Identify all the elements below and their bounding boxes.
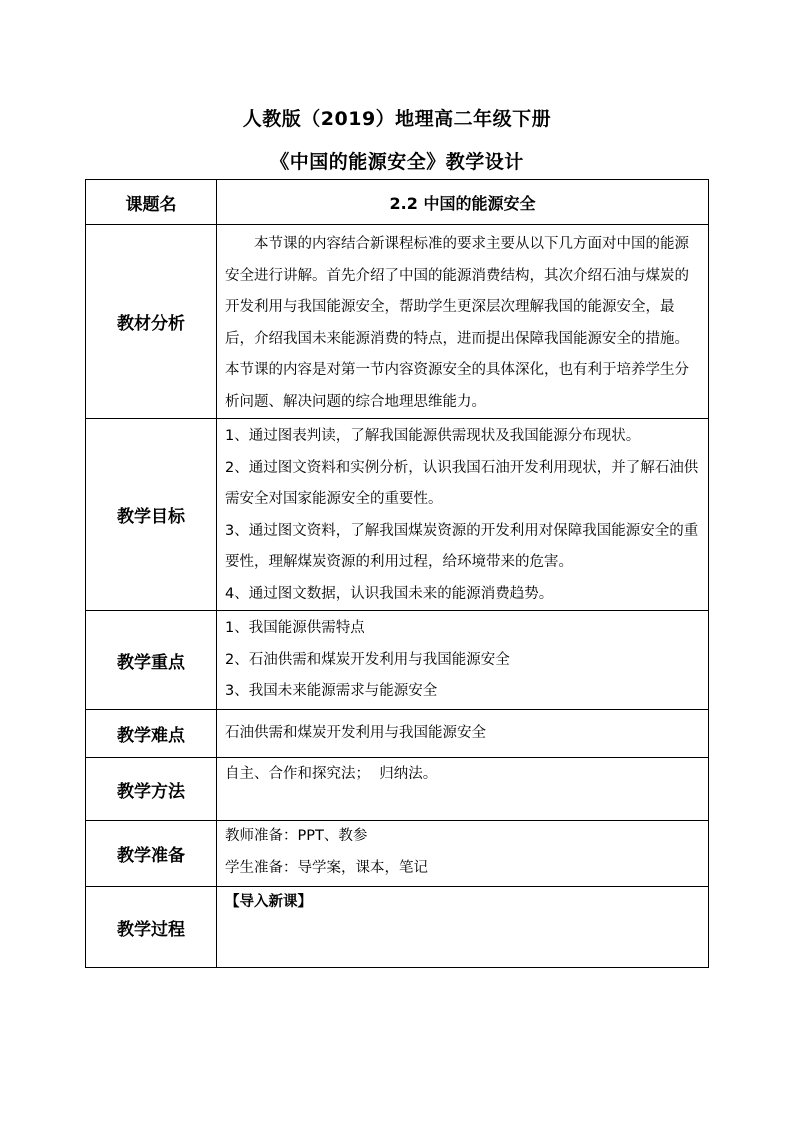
row-process [86,887,709,968]
label-process: 教学过程 [86,887,217,968]
label-key-points: 教学重点 [86,611,217,710]
label-material-analysis: 教材分析 [86,225,217,419]
row-material-analysis [86,225,709,419]
row-difficulties [86,710,709,758]
label-objectives: 教学目标 [86,419,217,611]
key-point-item: 3、我国未来能源需求与能源安全 [225,683,438,699]
key-point-item: 1、我国能源供需特点 [225,620,365,636]
lesson-plan-table [85,179,709,968]
process-section-heading: 【导入新课】 [225,894,312,910]
row-methods [86,758,709,821]
objective-item: 4、通过图文数据，认识我国未来的能源消费趋势。 [225,585,554,602]
topic-value: 2.2 中国的能源安全 [217,180,709,225]
methods-text: 自主、合作和探究法； 归纳法。 [217,758,709,821]
key-points-cell [217,611,709,710]
row-key-points [86,611,709,710]
row-objectives [86,419,709,611]
objective-item: 2、通过图文资料和实例分析，认识我国石油开发利用现状，并了解石油供需安全对国家能源安全的重要性。 [225,459,699,507]
document-subtitle: 《中国的能源安全》教学设计 [270,151,524,173]
preparation-item: 学生准备：导学案，课本，笔记 [225,859,428,876]
material-analysis-text: 本节课的内容结合新课程标准的要求主要从以下几方面对中国的能源安全进行讲解。首先介绍了中国的能源消费结构，其次介绍石油与煤炭的开发利用与我国能源安全，帮助学生更深层次理解我国的能源安全，最后，介绍我国未来能源消费的特点，进而提出保障我国能源安全的措施。本节课的内容是对第一节内容资源安全的具体深化，也有利于培养学生分析问题、解决问题的综合地理思维能力。 [225,236,689,410]
document-title: 人教版（2019）地理高二年级下册 [242,108,552,130]
objectives-cell [217,419,709,611]
preparation-cell [217,821,709,887]
label-preparation: 教学准备 [86,821,217,887]
objective-item: 1、通过图表判读，了解我国能源供需现状及我国能源分布现状。 [225,428,641,444]
material-analysis-cell [217,225,709,419]
key-point-item: 2、石油供需和煤炭开发利用与我国能源安全 [225,651,510,668]
objective-item: 3、通过图文资料，了解我国煤炭资源的开发利用对保障我国能源安全的重要性，理解煤炭资源的利用过程，给环境带来的危害。 [225,522,699,570]
preparation-item: 教师准备：PPT、教参 [225,828,368,844]
row-preparation [86,821,709,887]
row-topic [86,180,709,225]
label-topic: 课题名 [86,180,217,225]
label-methods: 教学方法 [86,758,217,821]
difficulties-text: 石油供需和煤炭开发利用与我国能源安全 [217,710,709,758]
process-cell [217,887,709,968]
label-difficulties: 教学难点 [86,710,217,758]
